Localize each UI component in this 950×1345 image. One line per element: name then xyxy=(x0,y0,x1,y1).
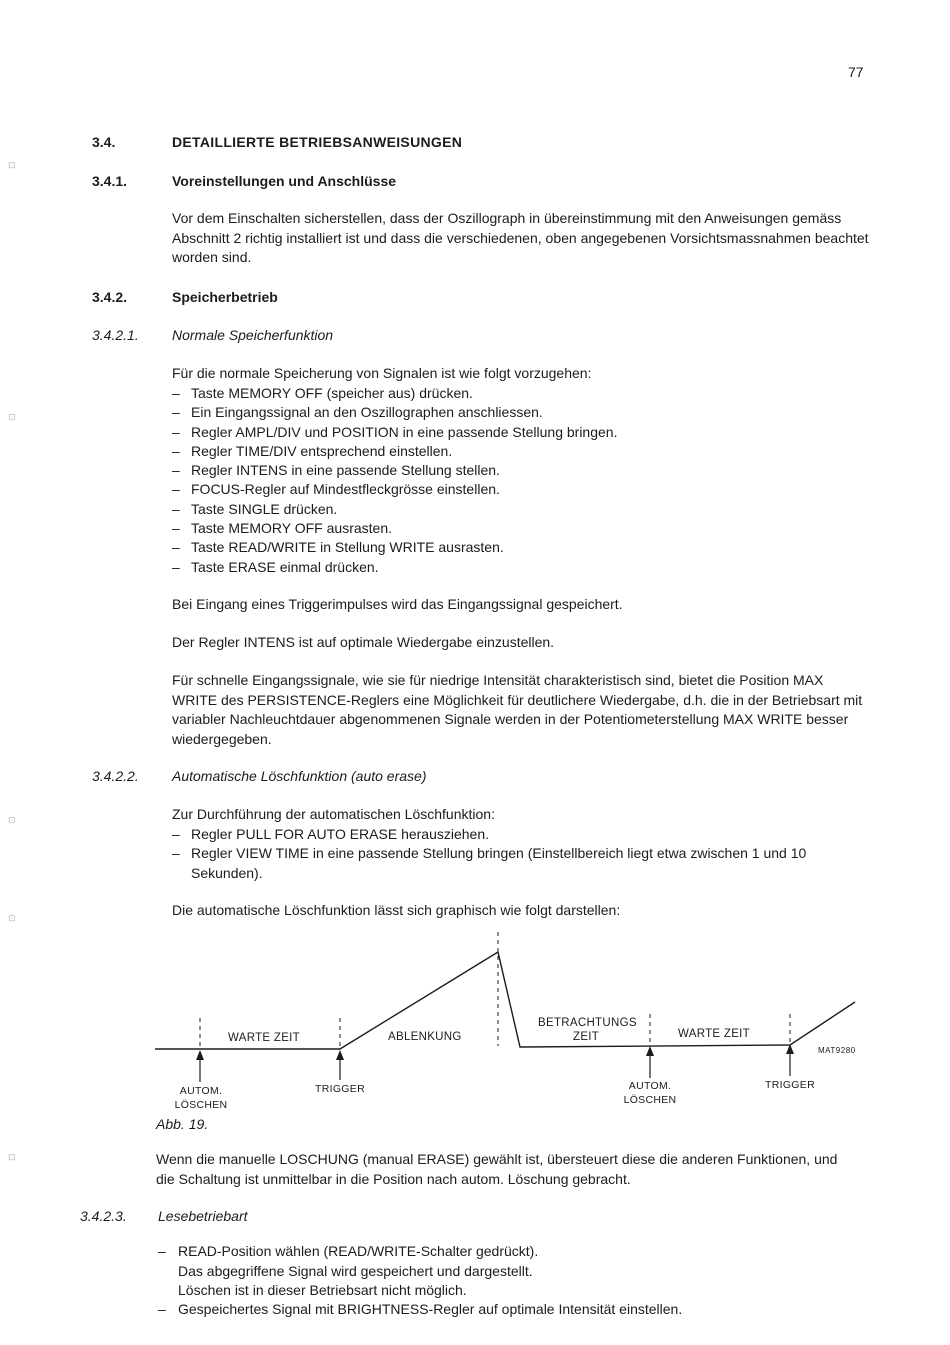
list-item-text: Löschen ist in dieser Betriebsart nicht möglich. xyxy=(178,1282,467,1298)
dash: – xyxy=(158,1243,166,1259)
list-item-text: Taste ERASE einmal drücken. xyxy=(191,558,379,575)
steps-list xyxy=(172,384,872,577)
label-trigger-2: TRIGGER xyxy=(765,1079,815,1091)
dash: – xyxy=(158,1301,166,1317)
list-item xyxy=(172,423,872,442)
list-item xyxy=(172,500,872,519)
subsection-title: Speicherbetrieb xyxy=(172,289,278,305)
list-item xyxy=(172,825,872,844)
subsubsection-number: 3.4.2.1. xyxy=(92,327,139,343)
dash: – xyxy=(172,385,180,401)
dash: – xyxy=(172,423,180,440)
label-betrachtungs: BETRACHTUNGS xyxy=(538,1017,637,1029)
label-ablenkung: ABLENKUNG xyxy=(388,1031,462,1043)
label-zeit: ZEIT xyxy=(573,1031,600,1043)
list-item xyxy=(172,558,872,577)
subsection-number: 3.4.2. xyxy=(92,289,128,305)
figure-caption: Abb. 19. xyxy=(156,1116,209,1132)
dash: – xyxy=(172,558,180,575)
label-autom-loeschen-2 xyxy=(615,1079,685,1107)
list-item-text: Regler PULL FOR AUTO ERASE herausziehen. xyxy=(191,826,490,842)
paragraph: Vor dem Einschalten sicherstellen, dass der Oszillograph in übereinstimmung mit den Anweisungen gemäss Abschnitt 2 richtig installiert ist und dass die verschiedenen, oben angegebenen Vorsichtsmassnahmen beachtet worden sind. xyxy=(172,210,869,265)
section-title: DETAILLIERTE BETRIEBSANWEISUNGEN xyxy=(172,134,463,150)
page-number: 77 xyxy=(848,64,864,80)
list-item xyxy=(172,519,872,538)
list-item xyxy=(172,538,872,557)
list-item-text: FOCUS-Regler auf Mindestfleckgrösse einstellen. xyxy=(191,481,500,498)
dash: – xyxy=(172,539,180,556)
subsubsection-title: Normale Speicherfunktion xyxy=(172,327,334,343)
diagram-intro: Die automatische Löschfunktion lässt sich graphisch wie folgt darstellen: xyxy=(172,902,621,918)
dash: – xyxy=(172,481,180,498)
paragraph: Wenn die manuelle LOSCHUNG (manual ERASE) gewählt ist, übersteuert diese die anderen Funktionen, und die Schaltung ist unmittelbar in die Position nach autom. Löschung gebracht. xyxy=(156,1151,838,1187)
list-item-text: Regler AMPL/DIV und POSITION in eine passende Stellung bringen. xyxy=(191,423,618,440)
dash: – xyxy=(172,826,180,842)
list-item-text: Regler INTENS in eine passende Stellung stellen. xyxy=(191,462,500,479)
dash: – xyxy=(172,520,180,537)
dash: – xyxy=(172,500,180,517)
list-item-text: Regler TIME/DIV entsprechend einstellen. xyxy=(191,442,453,459)
dash: – xyxy=(172,845,180,862)
list-item xyxy=(172,442,872,461)
list-item-text: Taste MEMORY OFF (speicher aus) drücken. xyxy=(191,385,473,401)
list-item-text: Gespeichertes Signal mit BRIGHTNESS-Regler auf optimale Intensität einstellen. xyxy=(178,1301,683,1317)
subsubsection-number: 3.4.2.2. xyxy=(92,768,139,784)
arrowhead xyxy=(196,1050,204,1060)
list-item xyxy=(172,403,872,422)
label-loeschen: LÖSCHEN xyxy=(623,1094,677,1106)
list-intro: Für die normale Speicherung von Signalen ist wie folgt vorzugehen: xyxy=(172,365,592,381)
label-trigger-1: TRIGGER xyxy=(315,1083,365,1095)
list-item xyxy=(172,480,872,499)
dash: – xyxy=(172,442,180,459)
paragraph: Bei Eingang eines Triggerimpulses wird das Eingangssignal gespeichert. xyxy=(172,596,623,612)
figure-code: MAT9280 xyxy=(818,1046,856,1055)
subsubsection-title: Lesebetriebart xyxy=(158,1208,248,1224)
label-autom: AUTOM. xyxy=(628,1080,672,1092)
list-item-text: Regler VIEW TIME in eine passende Stellung bringen (Einstellbereich liegt etwa zwischen 1 und 10 Sekunden). xyxy=(191,845,807,881)
dash: – xyxy=(172,404,180,421)
subsubsection-title: Automatische Löschfunktion (auto erase) xyxy=(172,768,427,784)
label-loeschen: LÖSCHEN xyxy=(174,1099,228,1111)
list-item-text: Taste READ/WRITE in Stellung WRITE ausrasten. xyxy=(191,539,504,556)
label-warte-zeit-2: WARTE ZEIT xyxy=(678,1028,750,1040)
list-item-text: READ-Position wählen (READ/WRITE-Schalter gedrückt). xyxy=(178,1243,539,1259)
label-autom: AUTOM. xyxy=(179,1085,223,1097)
list-item xyxy=(172,844,872,883)
steps-list xyxy=(172,825,872,883)
list-item xyxy=(172,461,872,480)
dash: – xyxy=(172,462,180,479)
arrowhead xyxy=(646,1046,654,1056)
list-item-text: Taste MEMORY OFF ausrasten. xyxy=(191,520,392,537)
subsection-title: Voreinstellungen und Anschlüsse xyxy=(172,173,397,189)
subsection-number: 3.4.1. xyxy=(92,173,128,189)
section-number: 3.4. xyxy=(92,134,116,150)
list-item-text: Taste SINGLE drücken. xyxy=(191,500,338,517)
list-intro: Zur Durchführung der automatischen Löschfunktion: xyxy=(172,806,495,822)
list-item xyxy=(172,384,872,403)
label-autom-loeschen-1 xyxy=(166,1084,236,1112)
list-item-text: Ein Eingangssignal an den Oszillographen anschliessen. xyxy=(191,404,543,421)
paragraph: Der Regler INTENS ist auf optimale Wiedergabe einzustellen. xyxy=(172,634,555,650)
list-item-text: Das abgegriffene Signal wird gespeichert und dargestellt. xyxy=(178,1263,533,1279)
label-warte-zeit-1: WARTE ZEIT xyxy=(228,1032,300,1044)
paragraph: Für schnelle Eingangssignale, wie sie für niedrige Intensität charakteristisch sind, bietet die Position MAX WRITE des PERSISTENCE-Reglers eine Möglichkeit für deutlichere Wiedergabe, d.h. die in der Betriebsart mit variabler Nachleuchtdauer abgenommenen Signale werden in der Potentiometerstellung MAX WRITE besser wiedergegeben. xyxy=(172,672,863,747)
arrowhead xyxy=(336,1050,344,1060)
subsubsection-number: 3.4.2.3. xyxy=(80,1208,127,1224)
